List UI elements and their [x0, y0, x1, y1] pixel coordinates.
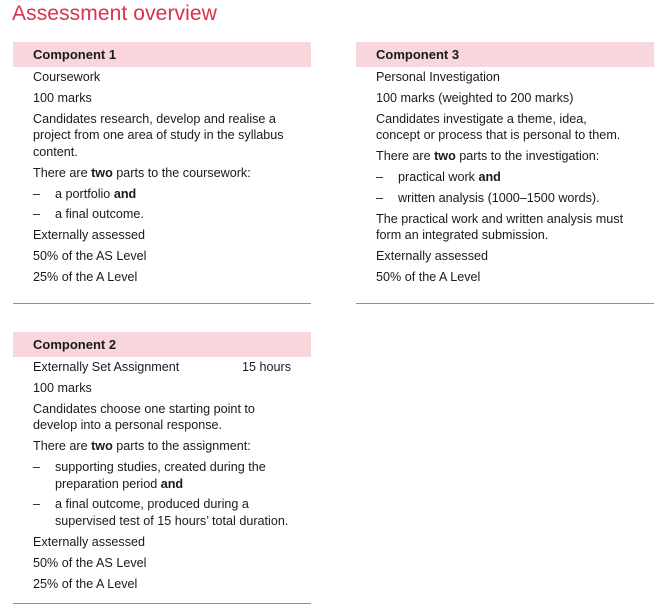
parts-intro-tail: parts to the coursework:	[112, 165, 251, 180]
component-2-bullet-2	[33, 496, 291, 529]
parts-count: two	[91, 165, 113, 180]
component-3-assessed: Externally assessed	[376, 249, 488, 264]
component-3-description: Candidates investigate a theme, idea, concept or process that is personal to them.	[376, 111, 621, 143]
parts-intro-tail: parts to the assignment:	[112, 439, 251, 454]
component-3-body	[356, 67, 654, 286]
component-1-as-weight: 50% of the AS Level	[33, 249, 147, 264]
dash-bullet: –	[33, 207, 41, 222]
component-3-parts-intro	[376, 148, 634, 165]
component-2-bullet-1	[33, 459, 291, 492]
component-3-name: Personal Investigation	[376, 70, 500, 84]
component-3-a-weight: 50% of the A Level	[376, 270, 481, 285]
component-2-card	[13, 332, 311, 604]
bullet-conjunction: and	[113, 186, 137, 201]
page-title: Assessment overview	[12, 2, 217, 25]
parts-intro-tail: parts to the investigation:	[455, 149, 600, 164]
dash-bullet: –	[33, 460, 41, 475]
component-3-bullet-1	[376, 169, 634, 186]
component-3-note: The practical work and written analysis must form an integrated submission.	[376, 211, 624, 243]
component-1-name: Coursework	[33, 70, 101, 84]
bullet-text: supporting studies, created during the preparation period	[55, 460, 266, 491]
component-2-parts-intro	[33, 438, 291, 455]
bullet-text: practical work	[398, 170, 479, 185]
bullet-conjunction: and	[160, 476, 184, 491]
component-2-marks: 100 marks	[33, 380, 92, 395]
component-1-parts-intro	[33, 165, 291, 182]
dash-bullet: –	[33, 186, 41, 201]
component-2-a-weight: 25% of the A Level	[33, 576, 138, 591]
component-1-card	[13, 42, 311, 304]
component-1-assessed: Externally assessed	[33, 228, 145, 243]
bullet-conjunction: and	[478, 170, 501, 185]
dash-bullet: –	[376, 190, 384, 205]
component-1-description: Candidates research, develop and realise a project from one area of study in the syllabus content.	[33, 111, 284, 159]
parts-intro-text: There are	[33, 439, 92, 454]
component-1-heading: Component 1	[13, 42, 311, 67]
component-3-card	[356, 42, 654, 304]
parts-count: two	[434, 149, 456, 164]
component-1-bullet-2	[33, 206, 291, 223]
component-1-body	[13, 67, 311, 286]
component-3-bullet-2	[376, 190, 634, 207]
component-2-name: Externally Set Assignment	[33, 360, 180, 374]
component-2-heading: Component 2	[13, 332, 311, 357]
bullet-text: a portfolio	[55, 186, 114, 201]
component-2-as-weight: 50% of the AS Level	[33, 555, 147, 570]
dash-bullet: –	[33, 497, 41, 512]
component-2-duration: 15 hours	[241, 360, 291, 374]
dash-bullet: –	[376, 170, 384, 185]
component-2-name-row	[33, 359, 291, 376]
component-3-heading: Component 3	[356, 42, 654, 67]
component-3-marks: 100 marks (weighted to 200 marks)	[376, 90, 574, 105]
component-2-assessed: Externally assessed	[33, 534, 145, 549]
component-1-bullet-1	[33, 186, 291, 203]
parts-intro-text: There are	[376, 149, 435, 164]
bullet-text: a final outcome, produced during a supervised test of 15 hours’ total duration.	[55, 497, 289, 528]
component-1-a-weight: 25% of the A Level	[33, 270, 138, 285]
bullet-text: a final outcome.	[55, 207, 144, 222]
bullet-text: written analysis (1000–1500 words).	[398, 190, 600, 205]
parts-intro-text: There are	[33, 165, 92, 180]
parts-count: two	[91, 439, 113, 454]
component-2-body	[13, 357, 311, 592]
component-2-description: Candidates choose one starting point to develop into a personal response.	[33, 401, 255, 433]
component-1-marks: 100 marks	[33, 90, 92, 105]
